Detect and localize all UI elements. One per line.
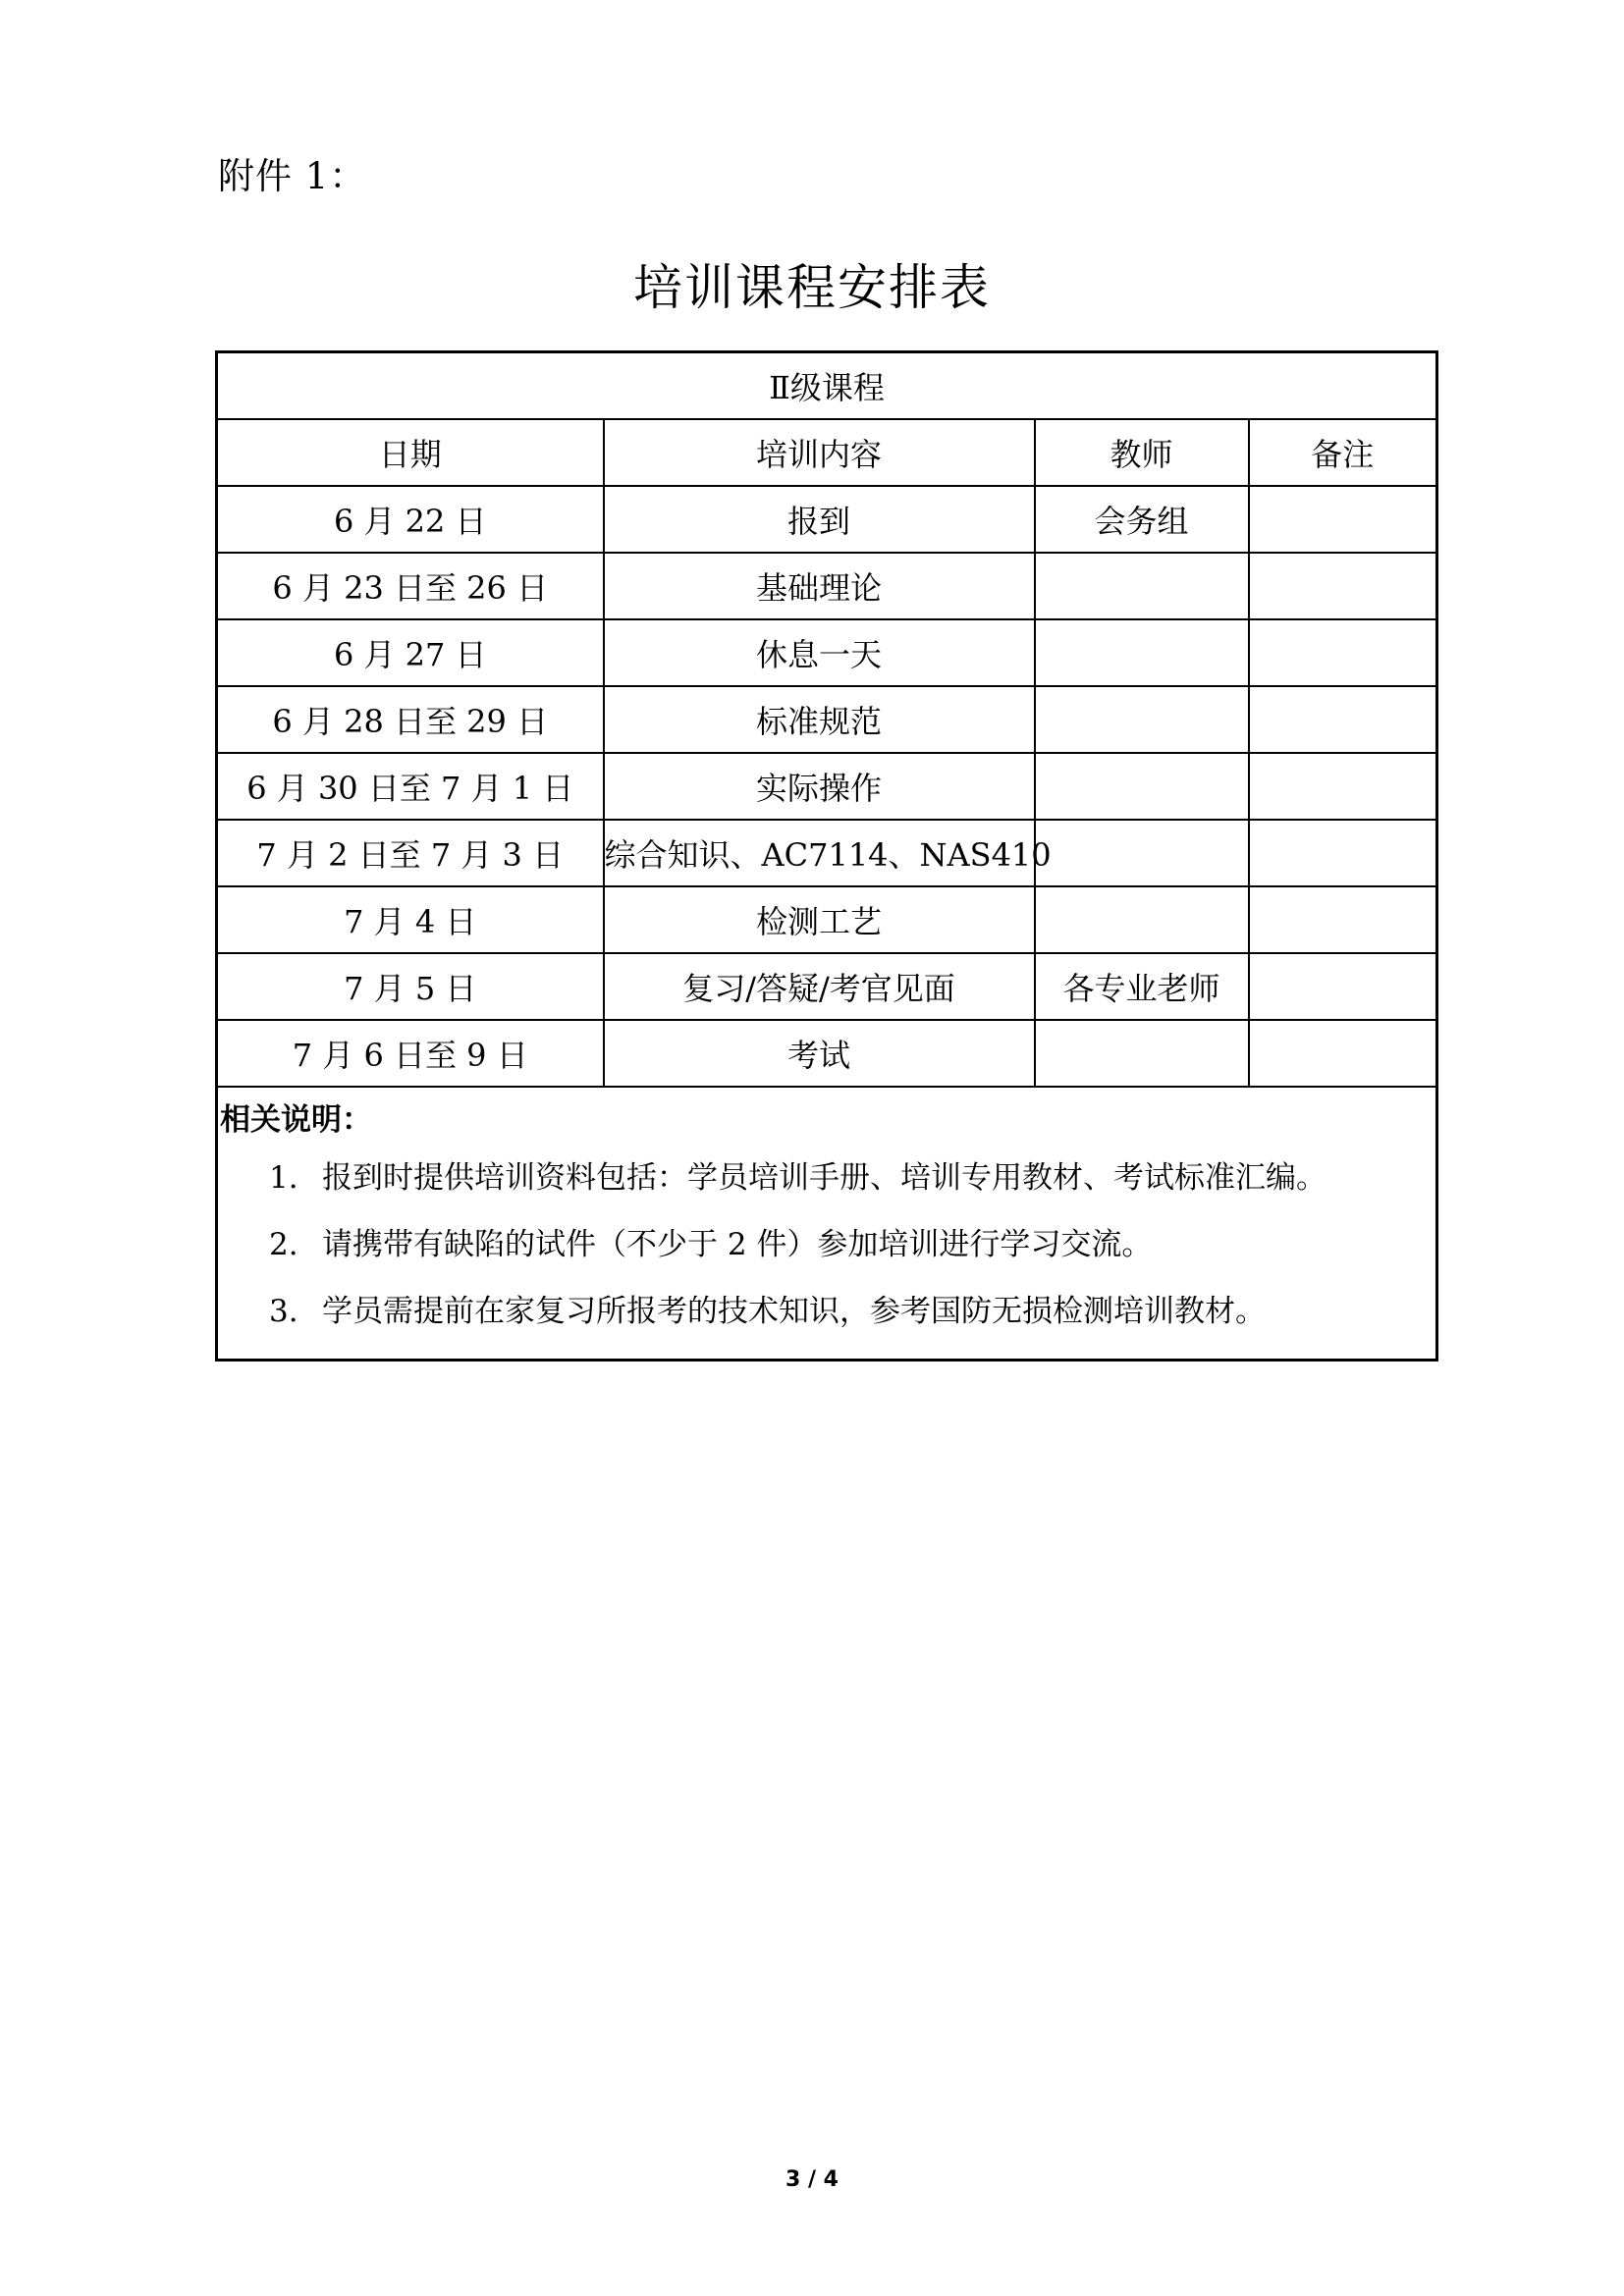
teacher-cell: [1035, 820, 1249, 886]
note-text: 请携带有缺陷的试件（不少于 2 件）参加培训进行学习交流。: [322, 1227, 1153, 1262]
list-item: [218, 1278, 1435, 1345]
attachment-label: 附件 1：: [218, 155, 367, 197]
date-cell: 6 月 22 日: [217, 486, 604, 553]
content-cell: 实际操作: [604, 753, 1035, 820]
date-cell: 7 月 4 日: [217, 886, 604, 953]
content-cell: 标准规范: [604, 686, 1035, 753]
notes-row: [217, 1087, 1437, 1361]
content-cell: 复习/答疑/考官见面: [604, 953, 1035, 1020]
level-row: [217, 352, 1437, 420]
date-cell: 7 月 6 日至 9 日: [217, 1020, 604, 1087]
teacher-cell: [1035, 619, 1249, 686]
table-row: [217, 753, 1437, 820]
content-cell: 休息一天: [604, 619, 1035, 686]
remark-cell: [1249, 619, 1437, 686]
teacher-cell: [1035, 886, 1249, 953]
table-row: [217, 953, 1437, 1020]
teacher-cell: [1035, 686, 1249, 753]
remark-cell: [1249, 686, 1437, 753]
remark-cell: [1249, 553, 1437, 619]
teacher-cell: 各专业老师: [1035, 953, 1249, 1020]
document-title: 培训课程安排表: [633, 259, 991, 316]
list-item: [218, 1145, 1435, 1211]
remark-cell: [1249, 953, 1437, 1020]
header-row: [217, 419, 1437, 486]
note-text: 报到时提供培训资料包括：学员培训手册、培训专用教材、考试标准汇编。: [322, 1160, 1326, 1196]
date-cell: 6 月 27 日: [217, 619, 604, 686]
header-teacher: 教师: [1035, 419, 1249, 486]
teacher-cell: 会务组: [1035, 486, 1249, 553]
table-row: [217, 1020, 1437, 1087]
content-cell: 基础理论: [604, 553, 1035, 619]
table-row: [217, 886, 1437, 953]
date-cell: 7 月 2 日至 7 月 3 日: [217, 820, 604, 886]
table-row: [217, 820, 1437, 886]
notes-list: [218, 1145, 1435, 1345]
table-row: [217, 686, 1437, 753]
header-remark: 备注: [1249, 419, 1437, 486]
note-number: 2.: [269, 1227, 298, 1262]
remark-cell: [1249, 753, 1437, 820]
content-cell: 报到: [604, 486, 1035, 553]
content-cell: 综合知识、AC7114、NAS410: [604, 820, 1035, 886]
remark-cell: [1249, 886, 1437, 953]
teacher-cell: [1035, 1020, 1249, 1087]
remark-cell: [1249, 1020, 1437, 1087]
header-content: 培训内容: [604, 419, 1035, 486]
date-cell: 6 月 23 日至 26 日: [217, 553, 604, 619]
note-number: 1.: [269, 1160, 298, 1196]
note-text: 学员需提前在家复习所报考的技术知识，参考国防无损检测培训教材。: [322, 1294, 1266, 1329]
remark-cell: [1249, 820, 1437, 886]
header-date: 日期: [217, 419, 604, 486]
notes-heading: 相关说明：: [220, 1102, 372, 1138]
level-title: Ⅱ级课程: [217, 352, 1437, 420]
teacher-cell: [1035, 753, 1249, 820]
date-cell: 6 月 30 日至 7 月 1 日: [217, 753, 604, 820]
date-cell: 7 月 5 日: [217, 953, 604, 1020]
note-number: 3.: [269, 1294, 298, 1329]
table-row: [217, 486, 1437, 553]
content-cell: 检测工艺: [604, 886, 1035, 953]
schedule-table: [215, 350, 1438, 1362]
remark-cell: [1249, 486, 1437, 553]
teacher-cell: [1035, 553, 1249, 619]
table-row: [217, 553, 1437, 619]
date-cell: 6 月 28 日至 29 日: [217, 686, 604, 753]
list-item: [218, 1211, 1435, 1278]
table-row: [217, 619, 1437, 686]
content-cell: 考试: [604, 1020, 1035, 1087]
notes-section: [217, 1087, 1437, 1361]
page-number: 3 / 4: [785, 2167, 839, 2192]
